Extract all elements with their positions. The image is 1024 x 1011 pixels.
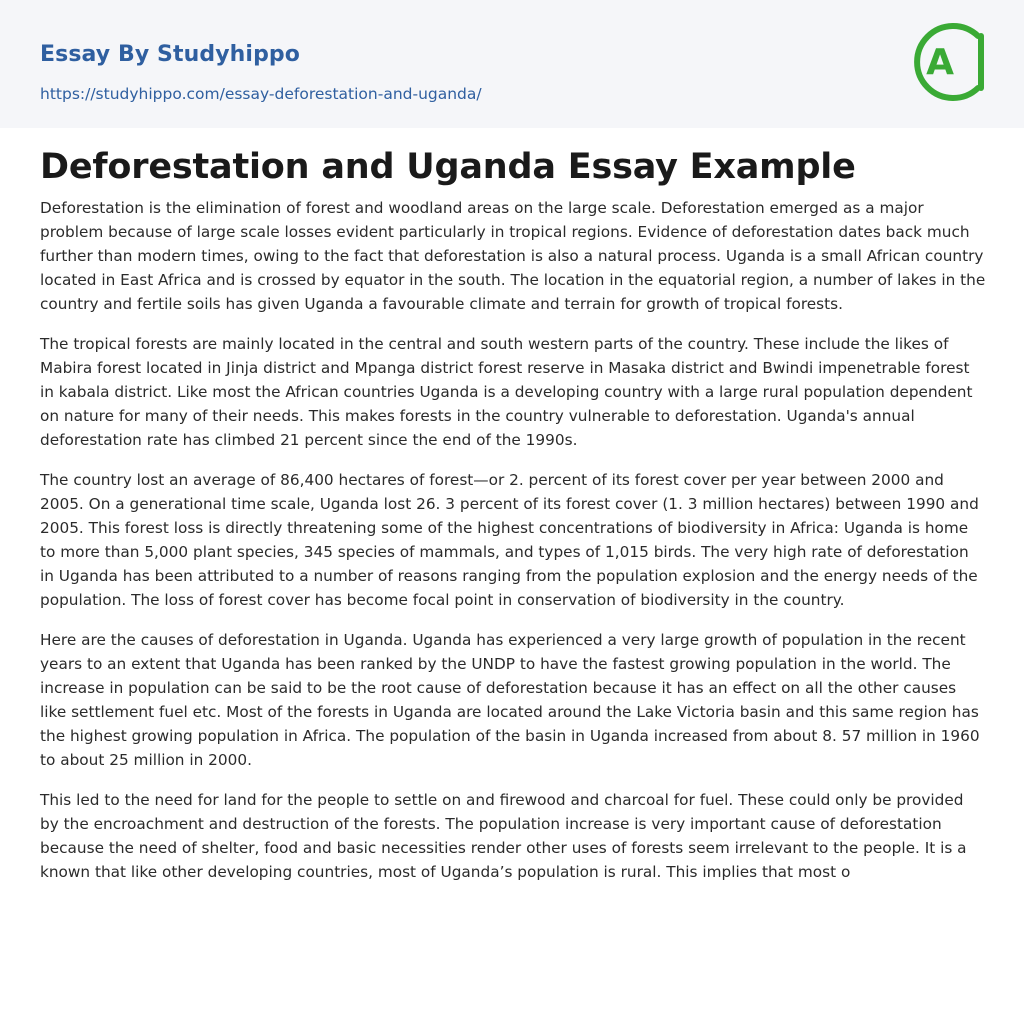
paragraph-5: This led to the need for land for the people to settle on and firewood and charcoal for fuel. These could only be provided by the encroachment and destruction of the forests. The population increase is very important cause of deforestation because the need of shelter, food and basic necessities render other uses of forests seem irrelevant to the people. It is a known that like other developing countries, most of Uganda’s population is rural. This implies that most o xyxy=(40,791,967,881)
studyhippo-logo-icon[interactable] xyxy=(912,18,988,106)
site-header xyxy=(0,0,1024,128)
essay-url-link[interactable]: https://studyhippo.com/essay-deforestation-and-uganda/ xyxy=(40,85,482,103)
paragraph-1: Deforestation is the elimination of forest and woodland areas on the large scale. Deforestation emerged as a major problem because of large scale losses evident particularly in tropical regions. Evidence of deforestation dates back much further than modern times, owing to the fact that deforestation is also a natural process. Uganda is a small African country located in East Africa and is crossed by equator in the south. The location in the equatorial region, a number of lakes in the country and fertile soils has given Uganda a favourable climate and terrain for growth of tropical forests. xyxy=(40,199,986,313)
brand-title[interactable]: Essay By Studyhippo xyxy=(40,42,300,67)
page-title: Deforestation and Uganda Essay Example xyxy=(40,147,856,187)
paragraph-2: The tropical forests are mainly located in the central and south western parts of the country. These include the likes of Mabira forest located in Jinja district and Mpanga district forest reserve in Masaka district and Bwindi impenetrable forest in kabala district. Like most the African countries Uganda is a developing country with a large rural population dependent on nature for many of their needs. This makes forests in the country vulnerable to deforestation. Uganda's annual deforestation rate has climbed 21 percent since the end of the 1990s. xyxy=(40,335,973,449)
paragraph-3: The country lost an average of 86,400 hectares of forest—or 2. percent of its forest cover per year between 2000 and 2005. On a generational time scale, Uganda lost 26. 3 percent of its forest cover (1. 3 million hectares) between 1990 and 2005. This forest loss is directly threatening some of the highest concentrations of biodiversity in Africa: Uganda is home to more than 5,000 plant species, 345 species of mammals, and types of 1,015 birds. The very high rate of deforestation in Uganda has been attributed to a number of reasons ranging from the population explosion and the energy needs of the population. The loss of forest cover has become focal point in conservation of biodiversity in the country. xyxy=(40,471,979,609)
logo-letter: A xyxy=(926,42,954,83)
article xyxy=(40,144,986,900)
paragraph-4: Here are the causes of deforestation in Uganda. Uganda has experienced a very large growth of population in the recent years to an extent that Uganda has been ranked by the UNDP to have the fastest growing population in the world. The increase in population can be said to be the root cause of deforestation because it has an effect on all the other causes like settlement fuel etc. Most of the forests in Uganda are located around the Lake Victoria basin and this same region has the highest growing population in Africa. The population of the basin in Uganda increased from about 8. 57 million in 1960 to about 25 million in 2000. xyxy=(40,631,980,769)
